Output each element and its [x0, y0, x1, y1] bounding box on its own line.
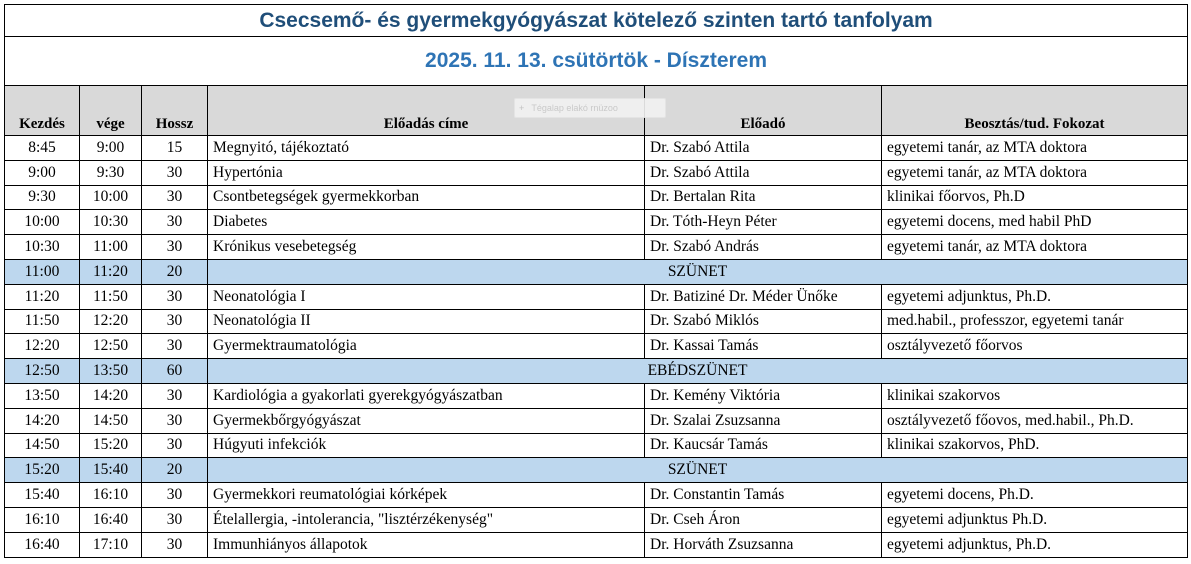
- cell-position: osztályvezető főorvos: [882, 334, 1188, 359]
- cell-end: 13:50: [80, 359, 142, 384]
- table-row: [5, 235, 1188, 260]
- cell-start: 10:30: [5, 235, 80, 260]
- table-row: [5, 185, 1188, 210]
- cell-position: egyetemi docens, med habil PhD: [882, 210, 1188, 235]
- table-row: [5, 334, 1188, 359]
- header-start: Kezdés: [5, 86, 80, 136]
- table-row: [5, 284, 1188, 309]
- cell-length: 30: [142, 433, 208, 458]
- cell-length: 30: [142, 210, 208, 235]
- cell-end: 9:30: [80, 160, 142, 185]
- cell-position: egyetemi tanár, az MTA doktora: [882, 160, 1188, 185]
- cell-speaker: Dr. Szabó András: [645, 235, 882, 260]
- table-row: [5, 433, 1188, 458]
- cell-speaker: Dr. Tóth-Heyn Péter: [645, 210, 882, 235]
- cell-position: klinikai szakorvos: [882, 383, 1188, 408]
- cell-speaker: Dr. Szabó Attila: [645, 160, 882, 185]
- page-subtitle: 2025. 11. 13. csütörtök - Díszterem: [5, 37, 1188, 86]
- cell-end: 9:00: [80, 136, 142, 161]
- cell-start: 8:45: [5, 136, 80, 161]
- cell-length: 30: [142, 185, 208, 210]
- cell-length: 30: [142, 383, 208, 408]
- cell-title: Diabetes: [208, 210, 645, 235]
- cell-start: 11:00: [5, 259, 80, 284]
- header-length: Hossz: [142, 86, 208, 136]
- cell-start: 15:40: [5, 483, 80, 508]
- cell-speaker: Dr. Kassai Tamás: [645, 334, 882, 359]
- plus-icon: +: [519, 103, 525, 113]
- cell-length: 20: [142, 458, 208, 483]
- cell-title: Gyermekkori reumatológiai kórképek: [208, 483, 645, 508]
- cell-title: Gyermekbőrgyógyászat: [208, 408, 645, 433]
- cell-end: 11:50: [80, 284, 142, 309]
- header-position: Beosztás/tud. Fokozat: [882, 86, 1188, 136]
- cell-end: 16:10: [80, 483, 142, 508]
- cell-speaker: Dr. Kaucsár Tamás: [645, 433, 882, 458]
- cell-start: 16:40: [5, 532, 80, 557]
- cell-speaker: Dr. Kemény Viktória: [645, 383, 882, 408]
- cell-title: Immunhiányos állapotok: [208, 532, 645, 557]
- cell-speaker: Dr. Bertalan Rita: [645, 185, 882, 210]
- break-row: [5, 458, 1188, 483]
- table-row: [5, 383, 1188, 408]
- cell-position: egyetemi adjunktus Ph.D.: [882, 507, 1188, 532]
- cell-length: 15: [142, 136, 208, 161]
- table-row: [5, 136, 1188, 161]
- cell-position: egyetemi adjunktus, Ph.D.: [882, 532, 1188, 557]
- cell-start: 9:30: [5, 185, 80, 210]
- cell-title: Ételallergia, -intolerancia, "lisztérzékenység": [208, 507, 645, 532]
- page-title: Csecsemő- és gyermekgyógyászat kötelező szinten tartó tanfolyam: [5, 5, 1188, 37]
- cell-end: 11:20: [80, 259, 142, 284]
- cell-end: 12:20: [80, 309, 142, 334]
- cell-speaker: Dr. Batiziné Dr. Méder Ünőke: [645, 284, 882, 309]
- cell-length: 30: [142, 334, 208, 359]
- cell-length: 60: [142, 359, 208, 384]
- cell-start: 12:50: [5, 359, 80, 384]
- break-row: [5, 359, 1188, 384]
- cell-start: 16:10: [5, 507, 80, 532]
- break-row: [5, 259, 1188, 284]
- cell-length: 30: [142, 507, 208, 532]
- cell-start: 14:50: [5, 433, 80, 458]
- cell-start: 12:20: [5, 334, 80, 359]
- cell-title: Neonatológia II: [208, 309, 645, 334]
- table-row: [5, 309, 1188, 334]
- cell-end: 16:40: [80, 507, 142, 532]
- cell-position: klinikai szakorvos, PhD.: [882, 433, 1188, 458]
- cell-length: 30: [142, 483, 208, 508]
- table-row: [5, 507, 1188, 532]
- table-row: [5, 532, 1188, 557]
- cell-length: 30: [142, 235, 208, 260]
- cell-start: 11:50: [5, 309, 80, 334]
- cell-speaker: Dr. Horváth Zsuzsanna: [645, 532, 882, 557]
- cell-start: 10:00: [5, 210, 80, 235]
- cell-length: 30: [142, 160, 208, 185]
- cell-speaker: Dr. Constantin Tamás: [645, 483, 882, 508]
- cell-title: Krónikus vesebetegség: [208, 235, 645, 260]
- cell-title: Gyermektraumatológia: [208, 334, 645, 359]
- cell-start: 15:20: [5, 458, 80, 483]
- table-row: [5, 408, 1188, 433]
- cell-break-label: SZÜNET: [208, 458, 1188, 483]
- cell-length: 30: [142, 284, 208, 309]
- cell-speaker: Dr. Szalai Zsuzsanna: [645, 408, 882, 433]
- table-row: [5, 483, 1188, 508]
- cell-end: 14:50: [80, 408, 142, 433]
- cell-position: egyetemi docens, Ph.D.: [882, 483, 1188, 508]
- cell-end: 10:30: [80, 210, 142, 235]
- cell-speaker: Dr. Cseh Áron: [645, 507, 882, 532]
- header-speaker: Előadó: [645, 86, 882, 136]
- cell-speaker: Dr. Szabó Attila: [645, 136, 882, 161]
- cell-start: 11:20: [5, 284, 80, 309]
- cell-title: Hypertónia: [208, 160, 645, 185]
- cell-start: 9:00: [5, 160, 80, 185]
- cell-title: Neonatológia I: [208, 284, 645, 309]
- cell-end: 15:40: [80, 458, 142, 483]
- cell-end: 11:00: [80, 235, 142, 260]
- cell-break-label: EBÉDSZÜNET: [208, 359, 1188, 384]
- cell-length: 30: [142, 532, 208, 557]
- schedule-table: [4, 4, 1188, 558]
- table-row: [5, 210, 1188, 235]
- cell-end: 14:20: [80, 383, 142, 408]
- cell-length: 30: [142, 309, 208, 334]
- hover-tooltip: [514, 98, 666, 118]
- cell-title: Csontbetegségek gyermekkorban: [208, 185, 645, 210]
- schedule-sheet: [4, 4, 1187, 558]
- cell-position: klinikai főorvos, Ph.D: [882, 185, 1188, 210]
- cell-end: 12:50: [80, 334, 142, 359]
- cell-speaker: Dr. Szabó Miklós: [645, 309, 882, 334]
- cell-position: osztályvezető főovos, med.habil., Ph.D.: [882, 408, 1188, 433]
- header-end: vége: [80, 86, 142, 136]
- cell-end: 15:20: [80, 433, 142, 458]
- cell-title: Húgyuti infekciók: [208, 433, 645, 458]
- table-row: [5, 160, 1188, 185]
- cell-length: 30: [142, 408, 208, 433]
- cell-start: 13:50: [5, 383, 80, 408]
- cell-end: 10:00: [80, 185, 142, 210]
- cell-position: egyetemi tanár, az MTA doktora: [882, 136, 1188, 161]
- cell-title: Megnyitó, tájékoztató: [208, 136, 645, 161]
- cell-position: med.habil., professzor, egyetemi tanár: [882, 309, 1188, 334]
- cell-start: 14:20: [5, 408, 80, 433]
- cell-end: 17:10: [80, 532, 142, 557]
- cell-title: Kardiológia a gyakorlati gyerekgyógyászatban: [208, 383, 645, 408]
- cell-position: egyetemi tanár, az MTA doktora: [882, 235, 1188, 260]
- cell-position: egyetemi adjunktus, Ph.D.: [882, 284, 1188, 309]
- header-title: Előadás címe: [208, 86, 645, 136]
- tooltip-text: Tégalap elakó rnüzoo: [531, 103, 618, 113]
- cell-length: 20: [142, 259, 208, 284]
- cell-break-label: SZÜNET: [208, 259, 1188, 284]
